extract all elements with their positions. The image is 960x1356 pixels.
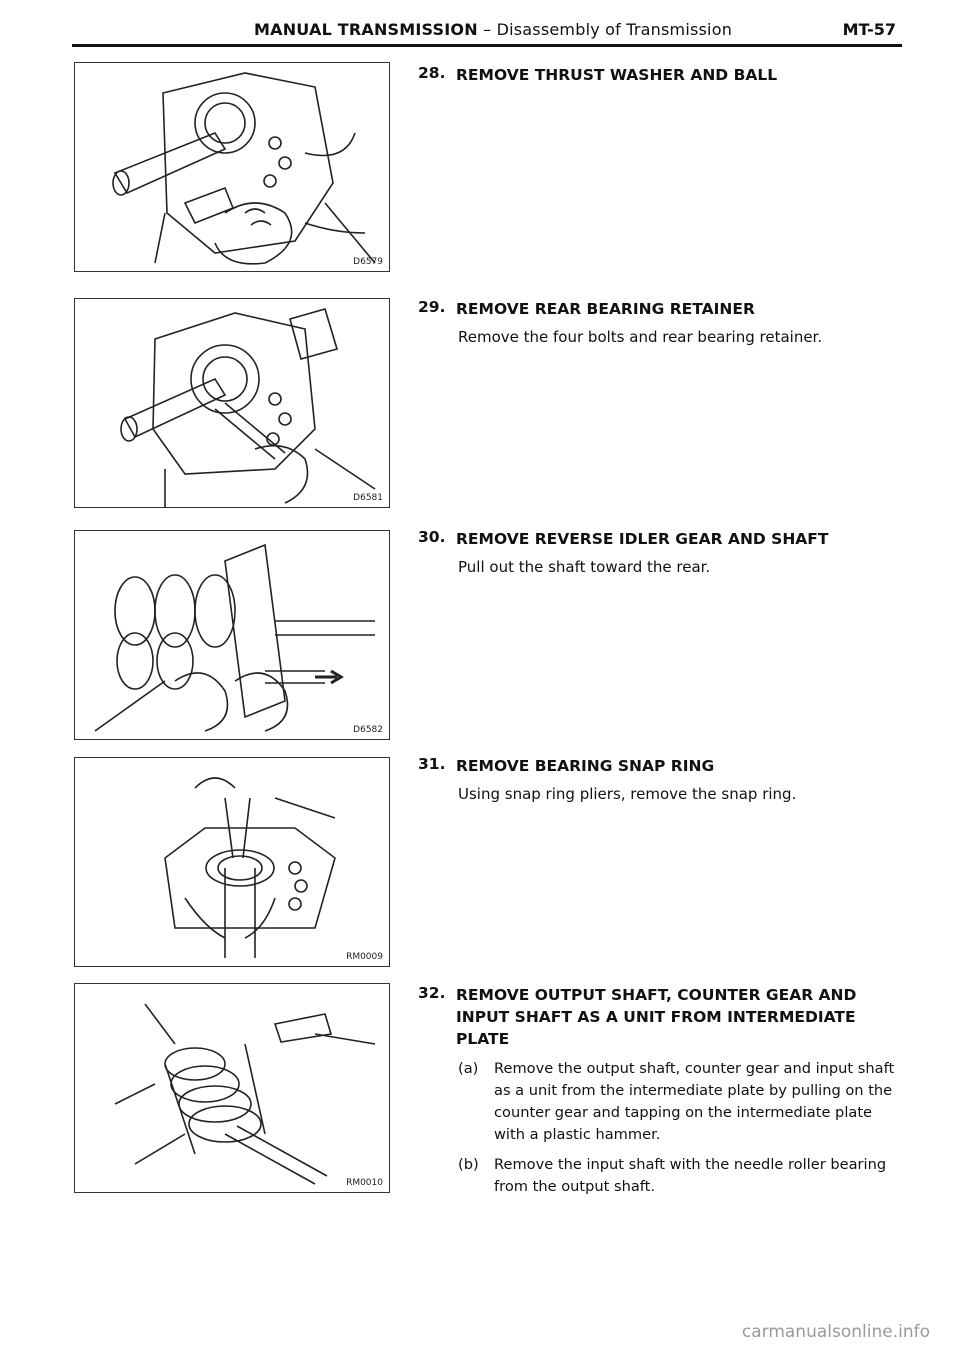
illustration-bearing-snap-ring xyxy=(75,758,389,966)
figure-thrust-washer xyxy=(74,62,390,272)
step-32 xyxy=(418,984,898,1198)
step-instruction: Remove the four bolts and rear bearing retainer. xyxy=(458,328,823,346)
step-number: 30. xyxy=(418,528,446,546)
figure-code: D6579 xyxy=(353,257,383,267)
figure-output-shaft-unit xyxy=(74,983,390,1193)
figure-code: D6581 xyxy=(353,493,383,503)
sub-step-label: (b) xyxy=(458,1156,479,1173)
step-title: REMOVE BEARING SNAP RING xyxy=(456,757,715,775)
step-instruction: Using snap ring pliers, remove the snap ring. xyxy=(458,785,797,803)
illustration-thrust-washer xyxy=(75,63,389,271)
illustration-output-shaft-unit xyxy=(75,984,389,1192)
step-number: 31. xyxy=(418,755,446,773)
illustration-reverse-idler-gear xyxy=(75,531,389,739)
sub-step-b xyxy=(458,1154,898,1198)
sub-step-text: Remove the output shaft, counter gear and input shaft as a unit from the intermediate plate by pulling on the counter gear and tapping on the intermediate plate with a plastic hammer. xyxy=(494,1060,895,1143)
step-number: 28. xyxy=(418,64,446,82)
header-title: MANUAL TRANSMISSION – Disassembly of Transmission xyxy=(254,20,733,39)
page-header xyxy=(72,14,902,47)
step-28 xyxy=(418,64,898,86)
figure-code: RM0010 xyxy=(346,1178,383,1188)
step-29 xyxy=(418,298,898,348)
step-title: REMOVE OUTPUT SHAFT, COUNTER GEAR AND INPUT SHAFT AS A UNIT FROM INTERMEDIATE PLATE xyxy=(456,986,857,1048)
figure-code: D6582 xyxy=(353,725,383,735)
step-30 xyxy=(418,528,898,578)
figure-bearing-snap-ring xyxy=(74,757,390,967)
figure-code: RM0009 xyxy=(346,952,383,962)
step-instruction: Pull out the shaft toward the rear. xyxy=(458,558,711,576)
page-number: MT-57 xyxy=(842,20,896,39)
sub-step-label: (a) xyxy=(458,1060,479,1077)
watermark: carmanualsonline.info xyxy=(741,1322,930,1342)
figure-rear-bearing-retainer xyxy=(74,298,390,508)
step-number: 32. xyxy=(418,984,446,1002)
step-title: REMOVE THRUST WASHER AND BALL xyxy=(456,66,778,84)
step-number: 29. xyxy=(418,298,446,316)
step-title: REMOVE REVERSE IDLER GEAR AND SHAFT xyxy=(456,530,829,548)
illustration-rear-bearing-retainer xyxy=(75,299,389,507)
step-31 xyxy=(418,755,898,805)
step-title: REMOVE REAR BEARING RETAINER xyxy=(456,300,755,318)
figure-reverse-idler-gear xyxy=(74,530,390,740)
sub-step-text: Remove the input shaft with the needle roller bearing from the output shaft. xyxy=(494,1156,887,1195)
sub-step-a xyxy=(458,1058,898,1146)
